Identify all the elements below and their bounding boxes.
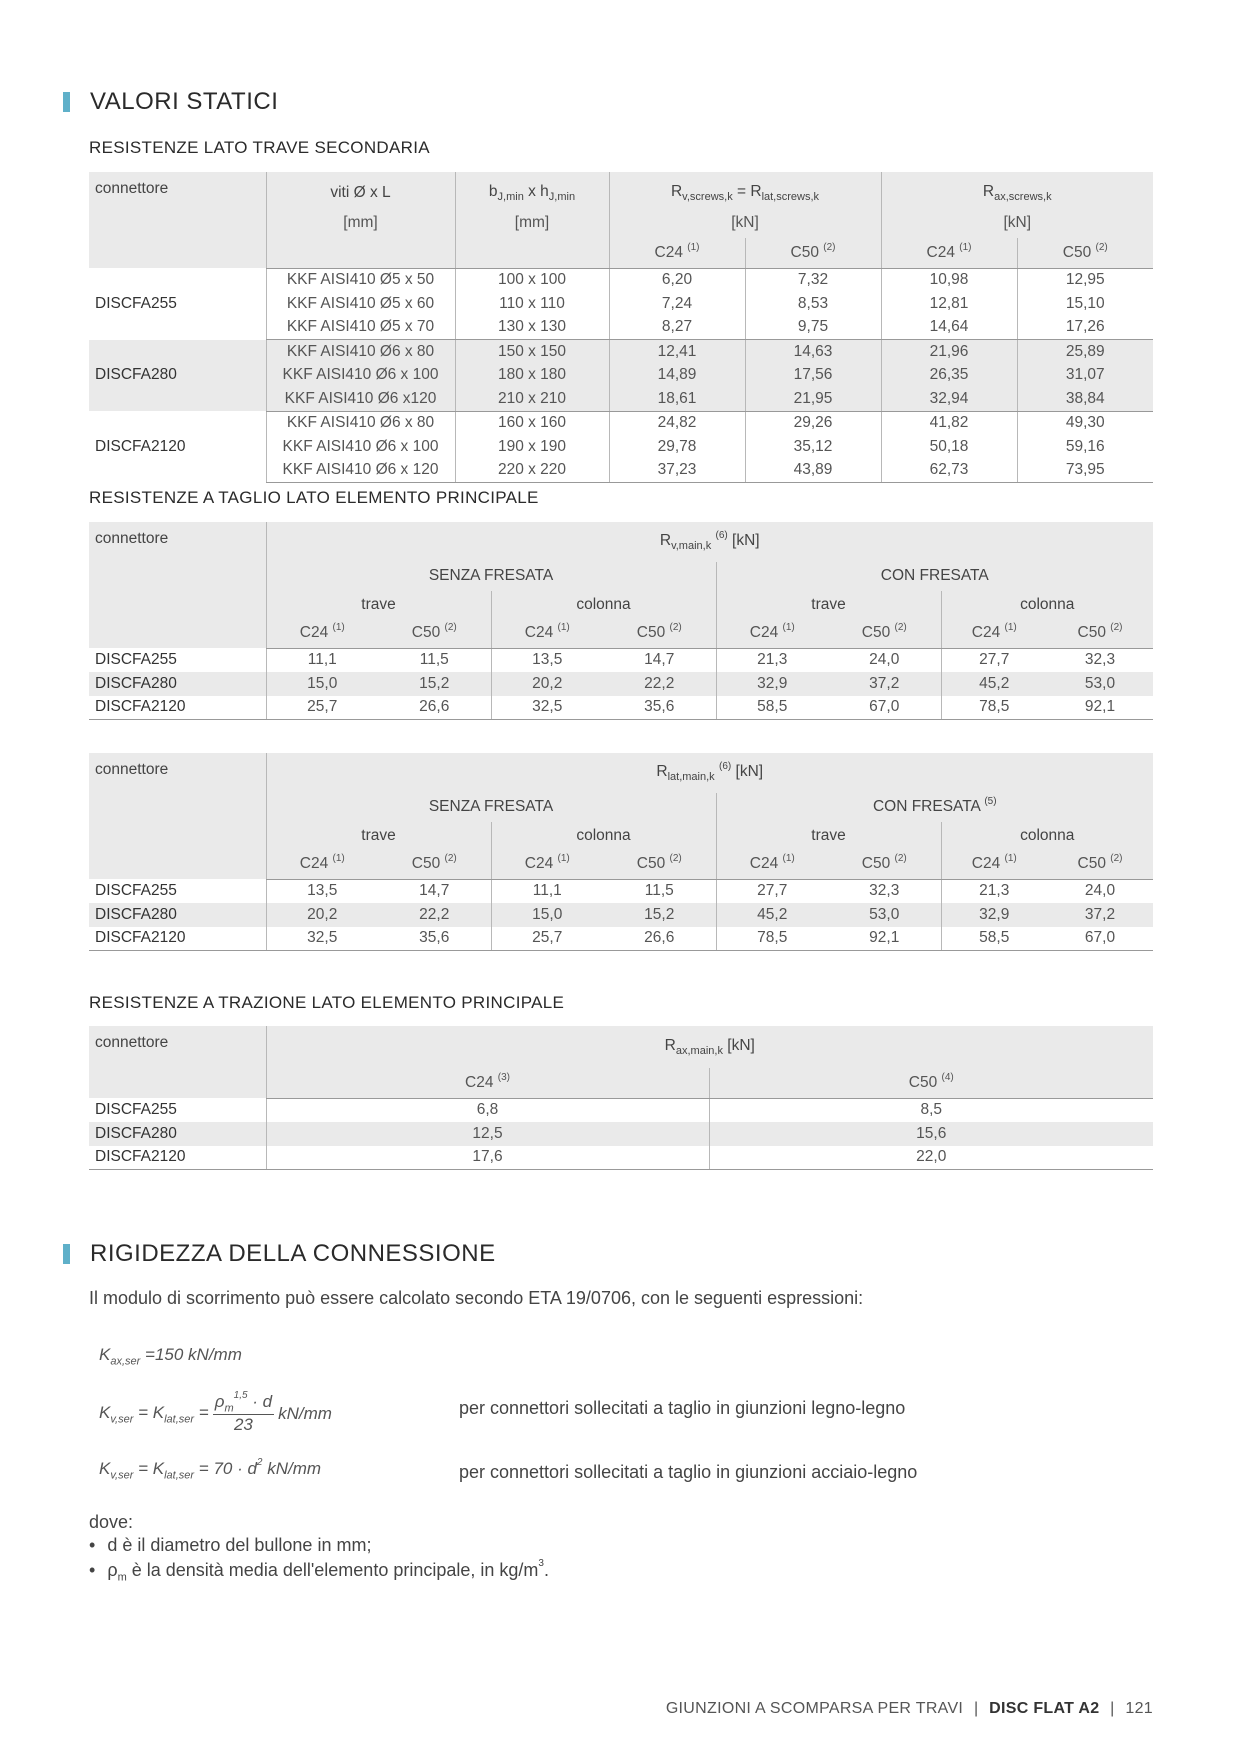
- table-cell: 24,0: [869, 651, 900, 669]
- table-cell: 14,7: [419, 882, 450, 900]
- table-row: [89, 648, 1153, 672]
- table-cell: 43,89: [745, 459, 881, 483]
- table-cell: 13,5: [491, 648, 603, 672]
- table-cell: 31,07: [1017, 364, 1153, 388]
- table-cell: KKF AISI410 Ø6 x 120: [266, 459, 455, 483]
- table4-subtitle: RESISTENZE A TRAZIONE LATO ELEMENTO PRINCIPALE: [89, 993, 565, 1012]
- table-cell: 14,63: [745, 340, 881, 364]
- header-c50: C50 $^{(2)}$: [828, 850, 941, 879]
- table-cell: 110 x 110: [455, 292, 609, 316]
- table-cell: 22,2: [419, 905, 450, 923]
- table-cell: 32,5: [491, 696, 603, 720]
- table-cell: 6,20: [609, 268, 745, 292]
- connector-name: DISCFA2120: [95, 437, 186, 455]
- header-connettore: connettore: [95, 1034, 169, 1051]
- table-cell: 8,27: [609, 316, 745, 340]
- table-cell: KKF AISI410 Ø5 x 60: [266, 292, 455, 316]
- table-row: [89, 1098, 1153, 1122]
- header-rlat-main: $R_{lat,main,k}$ $^{(6)}$ [kN]: [266, 753, 1153, 793]
- table-cell: 67,0: [1047, 927, 1153, 951]
- table-cell: 59,16: [1017, 435, 1153, 459]
- header-rax-unit: [kN]: [881, 209, 1153, 238]
- header-connettore: connettore: [95, 180, 169, 197]
- table-row: [89, 879, 1153, 903]
- section-title-valori-statici: VALORI STATICI: [63, 88, 278, 116]
- intro-paragraph: Il modulo di scorrimento può essere calcolato secondo ETA 19/0706, con le seguenti espressioni:: [89, 1288, 864, 1308]
- table-cell: 35,12: [745, 435, 881, 459]
- page-number: 121: [1125, 1700, 1153, 1717]
- header-rax-screws: $R_{ax,screws,k}$: [881, 172, 1153, 209]
- table-row: [89, 1122, 1153, 1146]
- table-cell: 8,5: [709, 1098, 1153, 1122]
- table-cell: 37,23: [609, 459, 745, 483]
- table-cell: 58,5: [716, 696, 828, 720]
- table-resistenze-trave-secondaria: [89, 172, 1153, 483]
- table-cell: 58,5: [941, 927, 1047, 951]
- section-marker: [63, 1244, 70, 1264]
- header-bj-unit: [mm]: [455, 209, 609, 238]
- section-marker: [63, 92, 70, 112]
- header-c24: C24 $^{(1)}$: [266, 850, 378, 879]
- fraction: $\frac{\rho_m^{1,5} \cdot d}{23}$: [214, 1390, 273, 1435]
- table-cell: 50,18: [881, 435, 1017, 459]
- table-cell: 130 x 130: [455, 316, 609, 340]
- table-cell: 11,1: [491, 879, 603, 903]
- table-cell: 180 x 180: [455, 364, 609, 388]
- table-cell: 27,7: [941, 648, 1047, 672]
- formula-kv-acciaio-desc: per connettori sollecitati a taglio in giunzioni acciaio-legno: [459, 1462, 918, 1482]
- table-resistenze-taglio: [89, 522, 1153, 720]
- table-cell: 24,0: [1084, 882, 1116, 900]
- table-cell: 25,89: [1017, 340, 1153, 364]
- connector-name: DISCFA2120: [89, 696, 266, 720]
- table-cell: 26,6: [378, 696, 491, 720]
- bullet-icon: •: [89, 1560, 96, 1580]
- header-c50: C50 $^{(2)}$: [603, 619, 716, 648]
- table-cell: 6,8: [266, 1098, 709, 1122]
- header-c24: C24 $^{(1)}$: [941, 619, 1047, 648]
- table-cell: 25,7: [266, 696, 378, 720]
- table-cell: 15,2: [419, 674, 450, 692]
- header-colonna: colonna: [941, 822, 1153, 850]
- header-connettore: connettore: [95, 761, 169, 778]
- table-cell: 20,2: [491, 672, 603, 696]
- table-cell: KKF AISI410 Ø5 x 70: [266, 316, 455, 340]
- table-cell: 62,73: [881, 459, 1017, 483]
- connector-name: DISCFA255: [95, 294, 177, 312]
- header-c24: C24 $^{(1)}$: [941, 850, 1047, 879]
- table-cell: KKF AISI410 Ø5 x 50: [266, 268, 455, 292]
- table-cell: 78,5: [941, 696, 1047, 720]
- connector-name: DISCFA255: [95, 882, 177, 899]
- header-viti: viti Ø x L: [266, 172, 455, 209]
- formula-kv-legno: $K_{v,ser} = K_{lat,ser}$ = $\frac{\rho_m^{1,5} \cdot d}{23}$ kN/mm: [99, 1390, 332, 1435]
- header-c50: C50 $^{(2)}$: [745, 238, 881, 268]
- formula-kv-acciaio: $K_{v,ser} = K_{lat,ser} = 70 \cdot d^2$ kN/mm: [99, 1457, 322, 1482]
- header-c50: C50 $^{(2)}$: [828, 619, 941, 648]
- bullet-item-density: • $\rho_m$ è la densità media dell'elemento principale, in $kg/m^3$.: [89, 1558, 549, 1584]
- table-cell: 21,3: [716, 648, 828, 672]
- section-title-rigidezza: RIGIDEZZA DELLA CONNESSIONE: [63, 1240, 496, 1268]
- table-resistenze-laterali: [89, 753, 1153, 951]
- bullet-icon: •: [89, 1535, 96, 1555]
- table-cell: 9,75: [745, 316, 881, 340]
- table-cell: 12,5: [266, 1122, 709, 1146]
- header-c24: C24 $^{(1)}$: [716, 619, 828, 648]
- table-cell: KKF AISI410 Ø6 x120: [266, 387, 455, 411]
- footer-product: DISC FLAT A2: [989, 1700, 1100, 1717]
- connector-name: DISCFA280: [95, 674, 177, 692]
- header-c24: C24 $^{(1)}$: [716, 850, 828, 879]
- table-cell: 49,30: [1017, 411, 1153, 435]
- header-c24: C24 $^{(1)}$: [881, 238, 1017, 268]
- table-cell: 32,94: [881, 387, 1017, 411]
- header-trave: trave: [716, 591, 941, 619]
- table-cell: 8,53: [745, 292, 881, 316]
- table-cell: 20,2: [266, 903, 378, 927]
- table-cell: 14,89: [609, 364, 745, 388]
- header-c50: C50 $^{(2)}$: [603, 850, 716, 879]
- table-cell: 14,7: [644, 651, 675, 669]
- table-cell: 53,0: [869, 905, 900, 923]
- table-cell: 32,3: [1084, 651, 1116, 669]
- table-cell: 22,0: [709, 1146, 1153, 1170]
- table-cell: 25,7: [491, 927, 603, 951]
- header-c50: C50 $^{(2)}$: [378, 850, 491, 879]
- table-cell: 15,10: [1017, 292, 1153, 316]
- table-cell: 11,1: [266, 648, 378, 672]
- table-cell: 220 x 220: [455, 459, 609, 483]
- header-colonna: colonna: [491, 591, 716, 619]
- page-footer: GIUNZIONI A SCOMPARSA PER TRAVI | DISC FLAT A2 | 121: [665, 1700, 1153, 1717]
- table-cell: 24,82: [609, 411, 745, 435]
- bullet-item-diameter: • d è il diametro del bullone in mm;: [89, 1535, 372, 1555]
- table-row: [89, 411, 1153, 435]
- table-cell: KKF AISI410 Ø6 x 80: [266, 411, 455, 435]
- header-colonna: colonna: [941, 591, 1153, 619]
- table-cell: 78,5: [716, 927, 828, 951]
- table-cell: 37,2: [869, 674, 900, 692]
- table-cell: 11,5: [644, 882, 674, 900]
- table-cell: 15,0: [491, 903, 603, 927]
- table2-subtitle: RESISTENZE A TAGLIO LATO ELEMENTO PRINCIPALE: [89, 488, 539, 507]
- table-cell: 18,61: [609, 387, 745, 411]
- table-cell: 12,95: [1017, 268, 1153, 292]
- table-cell: 150 x 150: [455, 340, 609, 364]
- table-cell: 21,96: [881, 340, 1017, 364]
- table-cell: 100 x 100: [455, 268, 609, 292]
- table-row: [89, 340, 1153, 364]
- connector-name: DISCFA280: [95, 1124, 177, 1142]
- header-c24: C24 $^{(1)}$: [609, 238, 745, 268]
- table-resistenze-trazione: [89, 1026, 1153, 1170]
- header-rax-main: $R_{ax,main,k}$ [kN]: [266, 1026, 1153, 1068]
- connector-name: DISCFA280: [95, 366, 177, 384]
- table-cell: 160 x 160: [455, 411, 609, 435]
- table-cell: 15,0: [266, 672, 378, 696]
- table-cell: 32,9: [716, 672, 828, 696]
- header-senza-fresata: SENZA FRESATA: [266, 562, 716, 590]
- table-cell: 7,32: [745, 268, 881, 292]
- header-c24: C24 $^{(3)}$: [266, 1068, 709, 1098]
- table1-subtitle: RESISTENZE LATO TRAVE SECONDARIA: [89, 138, 430, 157]
- table-cell: 26,6: [603, 927, 716, 951]
- table-cell: 11,5: [419, 651, 449, 669]
- header-senza-fresata: SENZA FRESATA: [266, 793, 716, 821]
- header-rv-main: $R_{v,main,k}$ $^{(6)}$ [kN]: [266, 522, 1153, 562]
- table-cell: 7,24: [609, 292, 745, 316]
- table-cell: 13,5: [266, 879, 378, 903]
- table-cell: 17,6: [266, 1146, 709, 1170]
- table-cell: 37,2: [1084, 905, 1116, 923]
- table-cell: 32,9: [941, 903, 1047, 927]
- header-c24: C24 $^{(1)}$: [491, 619, 603, 648]
- header-c50: C50 $^{(2)}$: [1047, 619, 1153, 648]
- table-cell: 12,81: [881, 292, 1017, 316]
- formula-kv-legno-desc: per connettori sollecitati a taglio in giunzioni legno-legno: [459, 1398, 906, 1418]
- table-cell: 73,95: [1017, 459, 1153, 483]
- header-connettore: connettore: [95, 530, 169, 547]
- dove-label: dove:: [89, 1512, 134, 1532]
- table-cell: 35,6: [603, 696, 716, 720]
- table-cell: 21,95: [745, 387, 881, 411]
- table-row: [89, 927, 1153, 951]
- table-cell: 35,6: [378, 927, 491, 951]
- table-cell: 17,56: [745, 364, 881, 388]
- header-colonna: colonna: [491, 822, 716, 850]
- table-cell: 12,41: [609, 340, 745, 364]
- table-cell: KKF AISI410 Ø6 x 100: [266, 364, 455, 388]
- table-cell: 27,7: [716, 879, 828, 903]
- table-cell: 29,78: [609, 435, 745, 459]
- table-cell: 53,0: [1084, 674, 1116, 692]
- connector-name: DISCFA255: [95, 651, 177, 668]
- header-con-fresata: CON FRESATA: [716, 562, 1153, 590]
- table-cell: 38,84: [1017, 387, 1153, 411]
- formula-kax: $K_{ax,ser} =150$ kN/mm: [99, 1345, 242, 1368]
- table-row: [89, 696, 1153, 720]
- header-con-fresata: CON FRESATA $^{(5)}$: [716, 793, 1153, 821]
- table-cell: 210 x 210: [455, 387, 609, 411]
- header-rv-screws: $R_{v,screws,k} = R_{lat,screws,k}$: [609, 172, 881, 209]
- table-cell: 92,1: [828, 927, 941, 951]
- table-cell: 29,26: [745, 411, 881, 435]
- table-row: [89, 1146, 1153, 1170]
- connector-name: DISCFA2120: [89, 1146, 266, 1170]
- connector-name: DISCFA280: [95, 905, 177, 923]
- table-cell: 45,2: [716, 903, 828, 927]
- table-cell: 67,0: [828, 696, 941, 720]
- table-cell: 21,3: [941, 879, 1047, 903]
- header-c24: C24 $^{(1)}$: [266, 619, 378, 648]
- header-trave: trave: [266, 822, 491, 850]
- header-c50: C50 $^{(2)}$: [1047, 850, 1153, 879]
- table-cell: 10,98: [881, 268, 1017, 292]
- table-cell: 45,2: [941, 672, 1047, 696]
- header-trave: trave: [266, 591, 491, 619]
- header-rv-unit: [kN]: [609, 209, 881, 238]
- table-row: [89, 672, 1153, 696]
- header-trave: trave: [716, 822, 941, 850]
- table-cell: 17,26: [1017, 316, 1153, 340]
- table-row: [89, 268, 1153, 292]
- table-cell: KKF AISI410 Ø6 x 80: [266, 340, 455, 364]
- table-cell: 32,3: [869, 882, 900, 900]
- header-c24: C24 $^{(1)}$: [491, 850, 603, 879]
- header-viti-unit: [mm]: [266, 209, 455, 238]
- header-c50: C50 $^{(2)}$: [378, 619, 491, 648]
- header-c50: C50 $^{(2)}$: [1017, 238, 1153, 268]
- connector-name: DISCFA255: [95, 1101, 177, 1118]
- table-cell: 26,35: [881, 364, 1017, 388]
- table-row: [89, 903, 1153, 927]
- table-cell: 22,2: [644, 674, 675, 692]
- table-cell: KKF AISI410 Ø6 x 100: [266, 435, 455, 459]
- table-cell: 41,82: [881, 411, 1017, 435]
- connector-name: DISCFA2120: [89, 927, 266, 951]
- header-bj-hj: $b_{J,min}$ x $h_{J,min}$: [455, 172, 609, 209]
- table-cell: 15,2: [644, 905, 675, 923]
- table-cell: 15,6: [709, 1122, 1153, 1146]
- table-cell: 190 x 190: [455, 435, 609, 459]
- table-cell: 92,1: [1047, 696, 1153, 720]
- header-c50: C50 $^{(4)}$: [709, 1068, 1153, 1098]
- table-cell: 14,64: [881, 316, 1017, 340]
- table-cell: 32,5: [266, 927, 378, 951]
